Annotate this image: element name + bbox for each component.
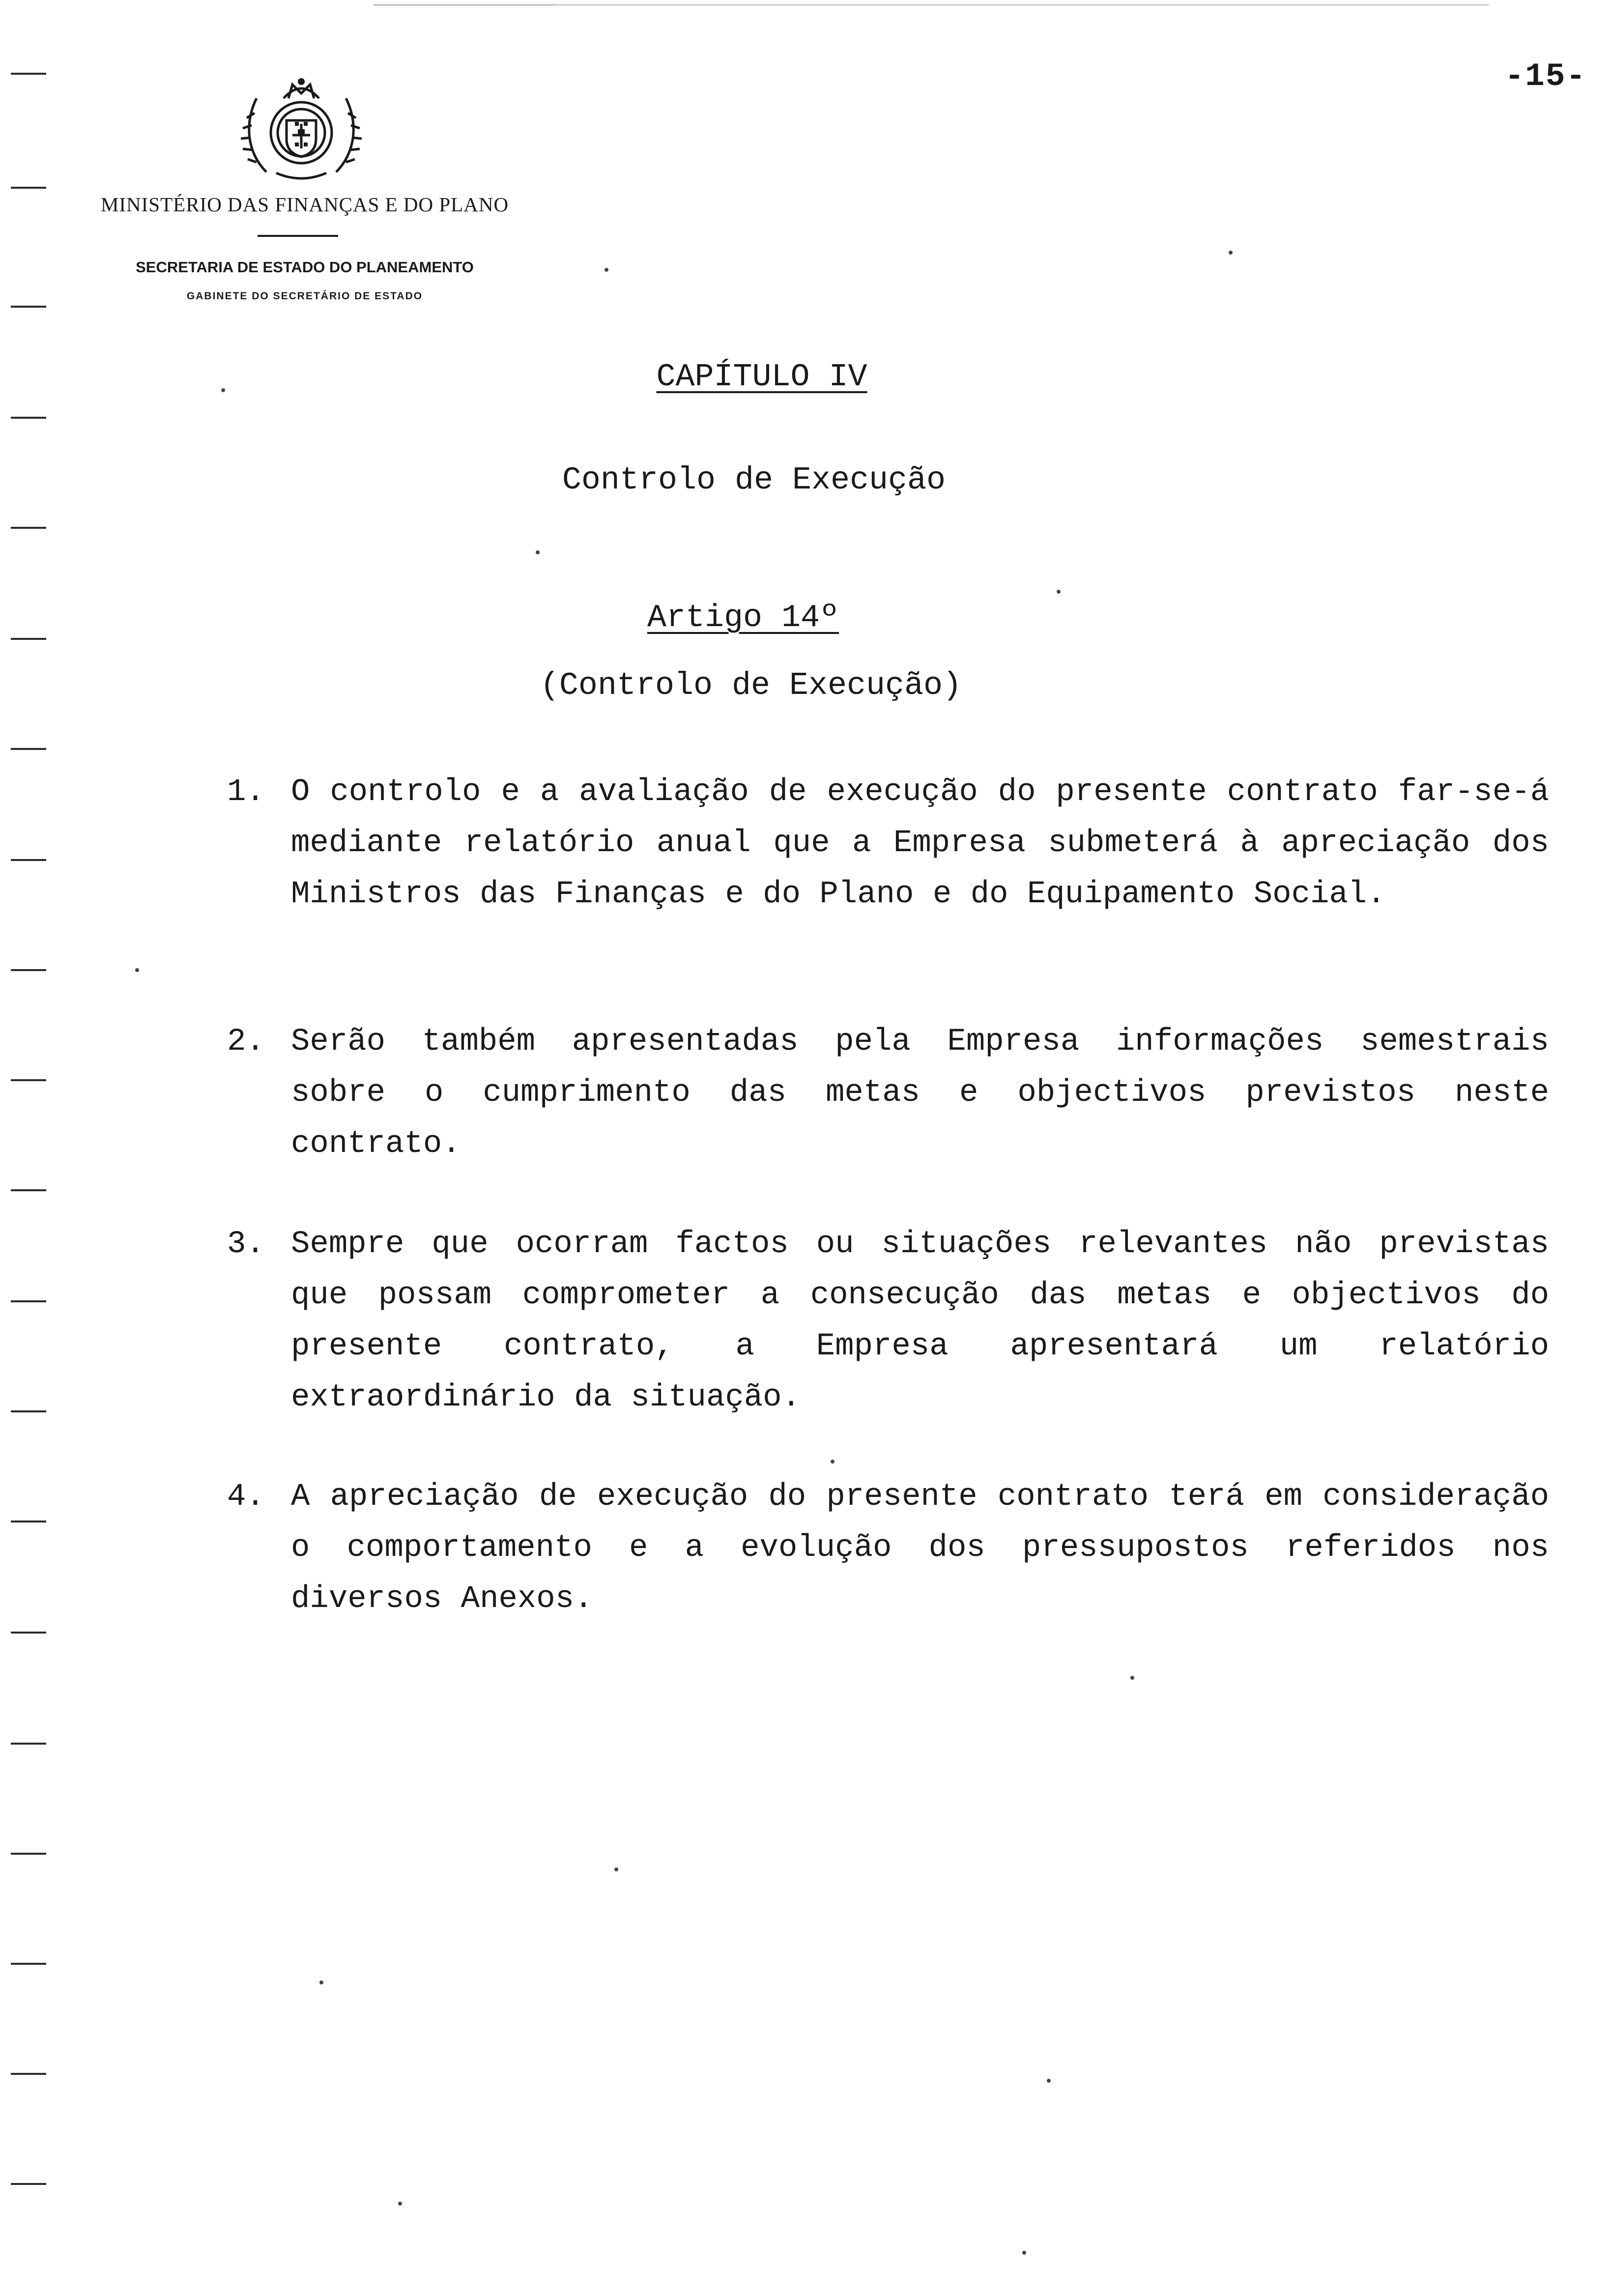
margin-tick <box>11 859 46 861</box>
scan-speck <box>398 2202 402 2206</box>
scan-speck <box>1130 1676 1134 1680</box>
page-number: -15- <box>1504 58 1586 95</box>
margin-tick <box>11 1632 46 1634</box>
paragraph-number: 2. <box>227 1024 265 1060</box>
chapter-heading <box>516 359 1008 395</box>
scan-speck <box>1057 590 1061 594</box>
chapter-title: Controlo de Execução <box>562 462 946 498</box>
scan-speck <box>135 968 139 972</box>
paragraph-text: Serão também apresentadas pela Empresa informações semestrais sobre o cumprimento das metas e objectivos previstos neste contrato. <box>291 1024 1549 1162</box>
article-number: Artigo 14º <box>647 600 839 636</box>
margin-tick <box>11 1521 46 1522</box>
cabinet-name: GABINETE DO SECRETÁRIO DE ESTADO <box>186 290 423 302</box>
coat-of-arms-emblem <box>237 69 366 183</box>
paragraph-number: 4. <box>227 1479 265 1515</box>
margin-tick <box>11 748 46 750</box>
margin-tick <box>11 1079 46 1081</box>
margin-tick <box>11 1963 46 1965</box>
margin-tick <box>11 2073 46 2075</box>
scan-line <box>555 4 1489 6</box>
scan-speck <box>221 388 225 392</box>
scan-speck <box>319 1980 323 1984</box>
margin-tick <box>11 1853 46 1855</box>
article-heading <box>497 600 989 636</box>
margin-tick <box>11 2183 46 2185</box>
scan-speck <box>1022 2251 1026 2255</box>
scan-speck <box>604 268 608 272</box>
chapter-number: CAPÍTULO IV <box>656 359 867 395</box>
paragraph-number: 1. <box>227 775 265 810</box>
margin-tick <box>11 1410 46 1412</box>
paragraph-text: A apreciação de execução do presente contrato terá em consideração o comportamento e a evolução dos pressupostos referidos nos diversos Anexos. <box>291 1479 1549 1617</box>
margin-tick <box>11 73 46 75</box>
paragraph-text: Sempre que ocorram factos ou situações relevantes não previstas que possam comprometer a consecução das metas e objectivos do presente contrato, a Empresa apresentará um relatório extraordinário da situação. <box>291 1227 1549 1415</box>
header-divider <box>258 235 338 237</box>
scan-speck <box>831 1460 835 1464</box>
margin-tick <box>11 527 46 529</box>
paragraph-text: O controlo e a avaliação de execução do presente contrato far-se-á mediante relatório anual que a Empresa submeterá à apreciação dos Ministros das Finanças e do Plano e do Equipamento Social. <box>291 775 1549 912</box>
scan-speck <box>1229 251 1233 255</box>
scan-speck <box>614 1867 618 1871</box>
margin-tick <box>11 1300 46 1302</box>
margin-tick <box>11 187 46 189</box>
paragraph-number: 3. <box>227 1227 265 1262</box>
margin-tick <box>11 969 46 971</box>
margin-tick <box>11 1189 46 1191</box>
margin-tick <box>11 1743 46 1745</box>
margin-tick <box>11 306 46 308</box>
margin-tick <box>11 417 46 419</box>
secretariat-name: SECRETARIA DE ESTADO DO PLANEAMENTO <box>136 258 474 276</box>
scan-speck <box>1047 2079 1051 2083</box>
article-title: (Controlo de Execução) <box>540 667 962 704</box>
ministry-name: MINISTÉRIO DAS FINANÇAS E DO PLANO <box>100 193 509 216</box>
margin-tick <box>11 638 46 640</box>
scan-speck <box>536 550 540 554</box>
